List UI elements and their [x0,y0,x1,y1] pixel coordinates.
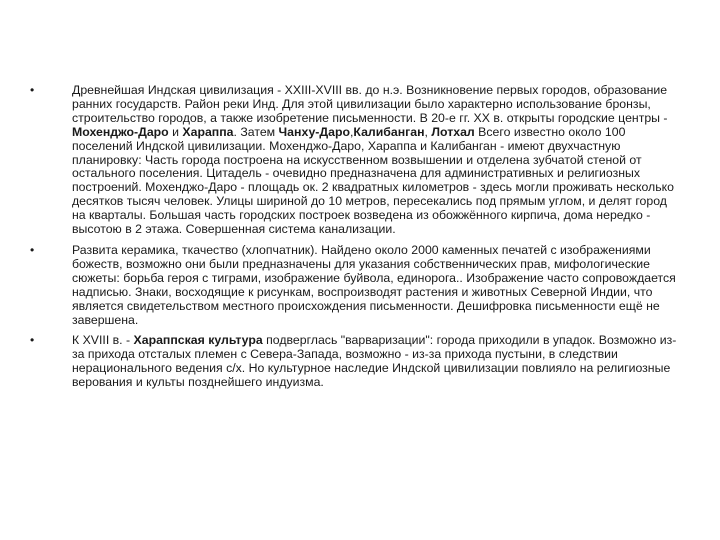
bullet-text [72,333,676,389]
bullet-dot: • [30,242,35,257]
text-segment: и [168,124,183,139]
bold-text-segment: Мохенджо-Даро [72,124,169,139]
bullet-item-2 [30,244,680,327]
bold-text-segment: Хараппа [182,124,234,139]
text-segment: К XVIII в. - [72,333,134,348]
bold-text-segment: Калибанган [353,124,425,139]
text-segment: . Затем [233,124,279,139]
bullet-text [72,83,674,236]
bullet-item-3 [30,334,680,390]
bold-text-segment: Чанху-Даро [278,124,350,139]
bullet-list [30,84,680,397]
bullet-dot: • [30,83,35,97]
text-segment: , [424,124,432,139]
text-segment: Развита керамика, ткачество (хлопчатник). Найдено около 2000 каменных печатей с изображениями божеств, возможно они были предназначены для указания собственнических прав, мифологические сюжеты: борьба героя с тиграми, изображение буйвола, единорога.. Изображение часто сопровождается надписью. Знаки, восходящие к рисункам, воспроизводят растения и животных Северной Индии, что является свидетельством местного происхождения письменности. Дешифровка письменности ещё не завершена. [72,242,676,327]
text-segment: Всего известно около 100 поселений Индской цивилизации. Мохенджо-Даро, Хараппа и Калибанган - имеют двухчастную планировку: Часть города построена на искусственном возвышении и отделена зубчатой стеной от остального поселения. Цитадель - очевидно предназначена для административных и религиозных построений. Мохенджо-Даро - площадь ок. 2 квадратных километров - здесь могли проживать несколько десятков тысяч человек. Улицы шириной до 10 метров, пересекались под прямым углом, и делят город на кварталы. Большая часть городских построек возведена из обожжённого кирпича, дома нередко - высотою в 2 этажа. Совершенная система канализации. [72,124,674,237]
text-segment: подверглась "варваризации": города приходили в упадок. Возможно из-за прихода отсталых племен с Севера-Запада, возможно - из-за прихода пустыни, в следствии нерационального ведения с/х. Но культурное наследие Индской цивилизации повлияло на религиозные верования и культы позднейшего индуизма. [72,333,677,390]
bullet-text [72,243,676,327]
bullet-dot: • [30,333,35,348]
text-segment: Древнейшая Индская цивилизация - XXIII-XVIII вв. до н.э. Возникновение первых городов, образование ранних государств. Район реки Инд. Для этой цивилизации было характерно использование бронзы, строительство городов, а также изобретение письменности. В 20-е гг. XX в. открыты городские центры - [72,83,668,125]
bold-text-segment: Лотхал [431,124,475,139]
bold-text-segment: Хараппская культура [133,333,263,348]
bullet-item-1 [30,84,680,237]
text-segment: , [350,124,354,139]
